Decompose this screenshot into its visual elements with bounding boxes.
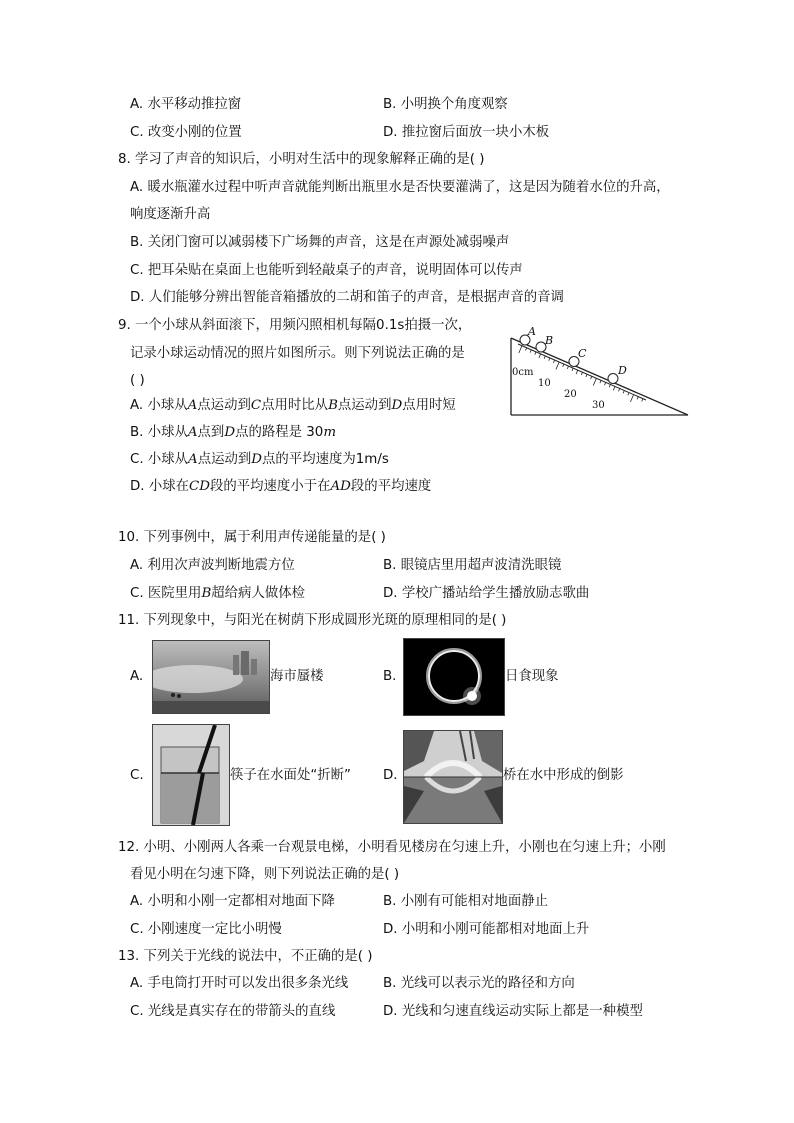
q11-option-c-letter: C. (130, 768, 144, 783)
solar-eclipse-photo (403, 638, 505, 716)
chopstick-glass-photo (152, 724, 230, 826)
scale-label-20: 20 (564, 389, 577, 400)
q13-stem: 13. 下列关于光线的说法中，不正确的是( ) (118, 949, 373, 964)
q10-stem: 10. 下列事例中，属于利用声传递能量的是( ) (118, 530, 386, 545)
q12-option-d: D. 小明和小刚可能都相对地面上升 (383, 922, 590, 937)
q13-option-b: B. 光线可以表示光的路径和方向 (383, 976, 575, 991)
q13-option-a: A. 手电筒打开时可以发出很多条光线 (130, 976, 349, 991)
q8-stem: 8. 学习了声音的知识后，小明对生活中的现象解释正确的是( ) (118, 152, 485, 167)
q12-stem-cont: 看见小明在匀速下降，则下列说法正确的是( ) (130, 867, 400, 882)
scale-label-30: 30 (592, 400, 605, 411)
q11-option-c-caption: 筷子在水面处“折断” (230, 768, 351, 783)
q8-option-d: D. 人们能够分辨出智能音箱播放的二胡和笛子的声音，是根据声音的音调 (130, 290, 564, 305)
ball-label-c: C (578, 347, 587, 360)
q9-option-a: A. 小球从A点运动到C点用时比从B点运动到D点用时短 (130, 398, 456, 413)
q11-option-d-caption: 桥在水中形成的倒影 (503, 768, 624, 783)
q7-option-b: B. 小明换个角度观察 (383, 97, 508, 112)
ball-label-b: B (545, 334, 554, 347)
q12-option-a: A. 小明和小刚一定都相对地面下降 (130, 894, 335, 909)
q9-incline-figure (508, 318, 692, 420)
bridge-reflection-photo (403, 730, 503, 824)
mirage-photo (152, 640, 270, 714)
q11-stem: 11. 下列现象中，与阳光在树荫下形成圆形光斑的原理相同的是( ) (118, 613, 507, 628)
scale-label-10: 10 (538, 378, 551, 389)
q9-stem-bracket: ( ) (130, 373, 145, 388)
ball-d (608, 374, 618, 384)
q8-option-b: B. 关闭门窗可以减弱楼下广场舞的声音，这是在声源处减弱噪声 (130, 235, 510, 250)
q9-stem: 9. 一个小球从斜面滚下，用频闪照相机每隔0.1s拍摄一次， (118, 318, 472, 333)
ball-label-d: D (618, 364, 627, 377)
q8-option-a-cont: 响度逐渐升高 (130, 207, 211, 222)
ball-label-a: A (528, 325, 536, 338)
q12-option-c: C. 小刚速度一定比小明慢 (130, 922, 282, 937)
q11-option-b-letter: B. (383, 669, 397, 684)
q7-option-d: D. 推拉窗后面放一块小木板 (383, 125, 550, 140)
q9-option-c: C. 小球从A点运动到D点的平均速度为1m/s (130, 452, 389, 467)
q9-option-b: B. 小球从A点到D点的路程是 30m (130, 425, 337, 440)
q7-option-c: C. 改变小刚的位置 (130, 125, 242, 140)
q11-option-a-letter: A. (130, 669, 144, 684)
q10-option-c: C. 医院里用B超给病人做体检 (130, 586, 306, 601)
q13-option-d: D. 光线和匀速直线运动实际上都是一种模型 (383, 1004, 643, 1019)
q10-option-d: D. 学校广播站给学生播放励志歌曲 (383, 586, 590, 601)
scale-label-0: 0cm (512, 367, 534, 378)
q13-option-c: C. 光线是真实存在的带箭头的直线 (130, 1004, 336, 1019)
q12-stem: 12. 小明、小刚两人各乘一台观景电梯，小明看见楼房在匀速上升，小刚也在匀速上升；小刚 (118, 840, 666, 855)
q9-option-d: D. 小球在CD段的平均速度小于在AD段的平均速度 (130, 479, 432, 494)
q7-option-a: A. 水平移动推拉窗 (130, 97, 242, 112)
q11-option-a-caption: 海市蜃楼 (270, 669, 324, 684)
q12-option-b: B. 小刚有可能相对地面静止 (383, 894, 548, 909)
q10-option-b: B. 眼镜店里用超声波清洗眼镜 (383, 558, 562, 573)
q8-option-c: C. 把耳朵贴在桌面上也能听到轻敲桌子的声音，说明固体可以传声 (130, 263, 523, 278)
q9-stem-cont: 记录小球运动情况的照片如图所示。则下列说法正确的是 (130, 346, 465, 361)
q11-option-d-letter: D. (383, 768, 398, 783)
q11-option-b-caption: 日食现象 (505, 669, 559, 684)
q8-option-a: A. 暖水瓶灌水过程中听声音就能判断出瓶里水是否快要灌满了，这是因为随着水位的升高， (130, 180, 670, 195)
q10-option-a: A. 利用次声波判断地震方位 (130, 558, 295, 573)
